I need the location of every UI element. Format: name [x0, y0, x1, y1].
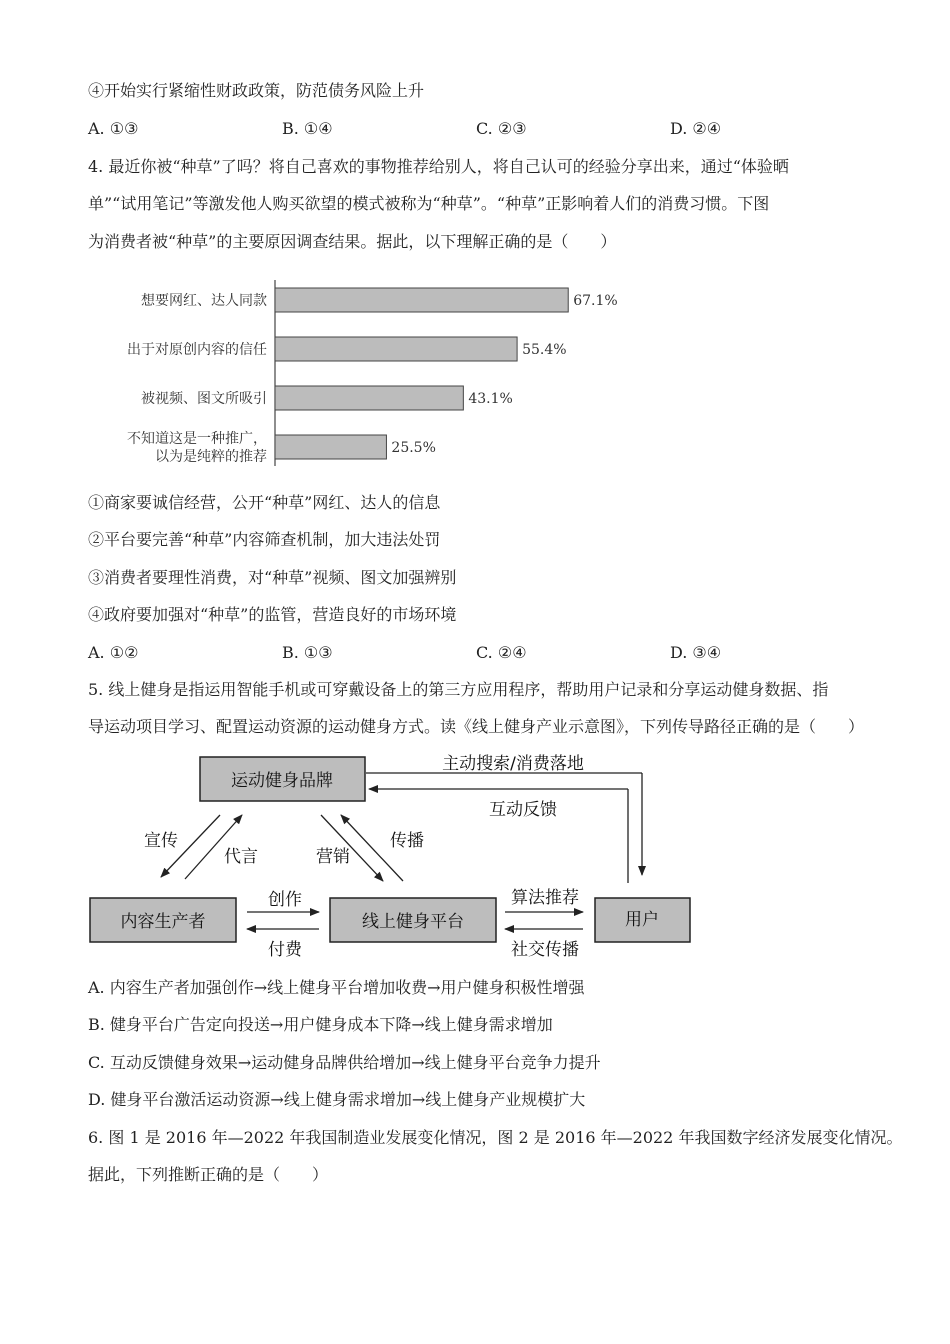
label-publicity: 宣传	[144, 831, 178, 851]
q6-stem-line-1: 6. 图 1 是 2016 年—2022 年我国制造业发展变化情况，图 2 是 2016 年—2022 年我国数字经济发展变化情况。	[88, 1128, 903, 1147]
q4-stem-line-2: 单”“试用笔记”等激发他人购买欲望的模式被称为“种草”。“种草”正影响着人们的消费习惯。下图	[88, 194, 770, 213]
producer-label: 内容生产者	[120, 912, 206, 932]
label-pay: 付费	[268, 940, 302, 960]
q3-option-d[interactable]: D. ②④	[670, 119, 722, 138]
q5-option-d[interactable]: D. 健身平台激活运动资源→线上健身需求增加→线上健身产业规模扩大	[88, 1090, 586, 1109]
chart-category-label-2: 出于对原创内容的信任	[127, 342, 267, 358]
label-search: 主动搜索/消费落地	[442, 754, 584, 774]
label-social: 社交传播	[511, 940, 579, 960]
chart-category-label-3: 被视频、图文所吸引	[141, 391, 267, 407]
online-fitness-industry-diagram	[85, 745, 705, 965]
q4-option-d[interactable]: D. ③④	[670, 643, 722, 662]
chart-category-label-4-line-2: 以为是纯粹的推荐	[155, 449, 267, 465]
grass-planting-survey-chart	[90, 270, 650, 470]
previous-item-4: ④开始实行紧缩性财政政策，防范债务风险上升	[88, 81, 425, 100]
chart-bar-2	[275, 337, 517, 361]
q4-item-4: ④政府要加强对“种草”的监管，营造良好的市场环境	[88, 605, 457, 624]
user-label: 用户	[625, 910, 659, 930]
q4-item-2: ②平台要完善“种草”内容筛查机制，加大违法处罚	[88, 530, 441, 549]
q4-stem-line-1: 4. 最近你被“种草”了吗？将自己喜欢的事物推荐给别人，将自己认可的经验分享出来，通过“体验晒	[88, 157, 789, 176]
chart-value-label-4: 25.5%	[391, 440, 436, 456]
platform-label: 线上健身平台	[362, 912, 464, 932]
chart-bar-1	[275, 288, 568, 312]
q4-item-3: ③消费者要理性消费，对“种草”视频、图文加强辨别	[88, 568, 457, 587]
q5-option-a[interactable]: A. 内容生产者加强创作→线上健身平台增加收费→用户健身积极性增强	[88, 978, 585, 997]
q6-stem-line-2: 据此，下列推断正确的是（ ）	[88, 1165, 329, 1184]
chart-bar-3	[275, 386, 463, 410]
chart-bar-4	[275, 435, 386, 459]
chart-category-label-4-line-1: 不知道这是一种推广，	[127, 431, 267, 447]
q3-option-b[interactable]: B. ①④	[282, 119, 333, 138]
brand-label: 运动健身品牌	[231, 771, 333, 791]
q4-option-c[interactable]: C. ②④	[476, 643, 527, 662]
label-spread: 传播	[390, 831, 424, 851]
q5-stem-line-1: 5. 线上健身是指运用智能手机或可穿戴设备上的第三方应用程序，帮助用户记录和分享运动健身数据、指	[88, 680, 829, 699]
chart-category-label-1: 想要网红、达人同款	[141, 293, 267, 309]
label-create: 创作	[268, 890, 302, 910]
chart-value-label-2: 55.4%	[522, 342, 567, 358]
label-feedback: 互动反馈	[489, 800, 557, 820]
q5-option-b[interactable]: B. 健身平台广告定向投送→用户健身成本下降→线上健身需求增加	[88, 1015, 553, 1034]
q3-option-c[interactable]: C. ②③	[476, 119, 527, 138]
q5-option-c[interactable]: C. 互动反馈健身效果→运动健身品牌供给增加→线上健身平台竞争力提升	[88, 1053, 601, 1072]
q5-stem-line-2: 导运动项目学习、配置运动资源的运动健身方式。读《线上健身产业示意图》，下列传导路径正确的是（ ）	[88, 717, 865, 736]
q3-option-a[interactable]: A. ①③	[88, 119, 139, 138]
chart-value-label-1: 67.1%	[573, 293, 618, 309]
label-marketing: 营销	[316, 847, 350, 867]
q4-option-b[interactable]: B. ①③	[282, 643, 333, 662]
q4-item-1: ①商家要诚信经营，公开“种草”网红、达人的信息	[88, 493, 441, 512]
q4-option-a[interactable]: A. ①②	[88, 643, 139, 662]
label-endorse: 代言	[224, 847, 258, 867]
chart-value-label-3: 43.1%	[468, 391, 513, 407]
label-algo: 算法推荐	[511, 888, 579, 908]
q4-stem-line-3: 为消费者被“种草”的主要原因调查结果。据此，以下理解正确的是（ ）	[88, 232, 617, 251]
